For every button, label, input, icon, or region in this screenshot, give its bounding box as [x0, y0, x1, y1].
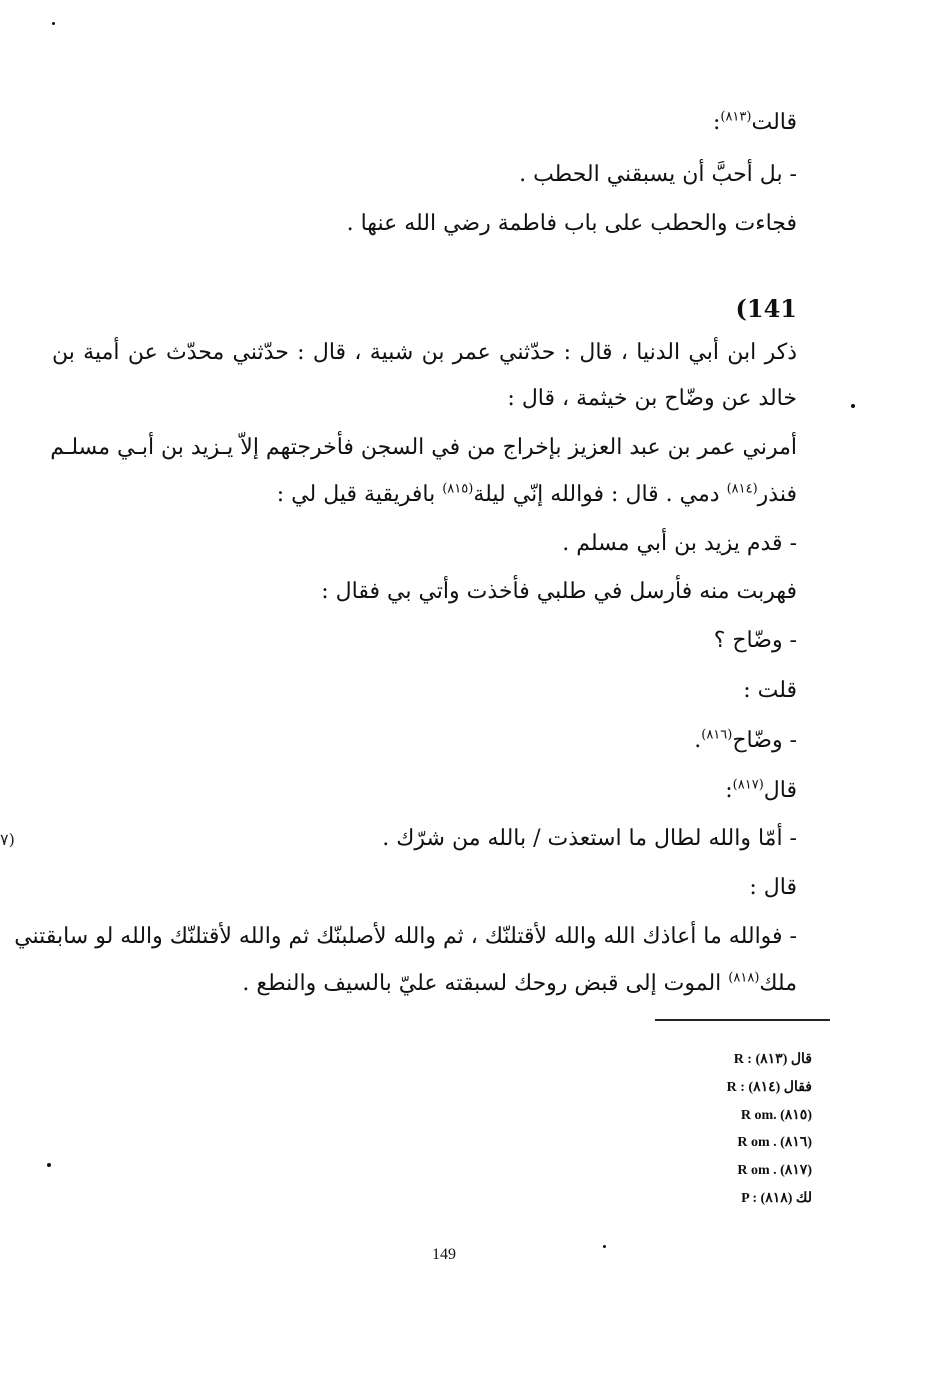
text-segment: :	[712, 110, 721, 135]
footnote-ref[interactable]: (٨١٤)	[726, 481, 758, 497]
text-segment: :	[725, 778, 733, 803]
text-segment: قالت	[751, 110, 797, 135]
text-segment: الموت إلى قبض روحك لسبقته عليّ بالسيف والنطع .	[242, 971, 729, 996]
speaker-line	[713, 108, 797, 138]
footnote-ref[interactable]: (٨١٨)	[728, 970, 760, 986]
text-line: - أمّا والله لطال ما استعذت / بالله من شرّك .	[382, 826, 797, 851]
text-line: - وضّاح ؟	[713, 628, 797, 653]
text-line: - فوالله ما أعاذك الله والله لأقتلنّك ، ثم والله لأصلبنّك ثم والله لأقتلنّك والله لو سابقتني	[14, 924, 797, 949]
footnote-ref[interactable]: (٨١٥)	[442, 481, 474, 497]
footnote: R om. (٨١٥)	[740, 1108, 812, 1123]
text-segment: ملك	[759, 971, 797, 996]
footnote: R : فقال (٨١٤)	[726, 1080, 812, 1095]
scan-speck	[851, 404, 855, 408]
footnote-separator	[655, 1019, 830, 1021]
text-line	[694, 726, 797, 756]
footnote: P : لك (٨١٨)	[741, 1191, 812, 1206]
footnote-ref[interactable]: (٨١٣)	[720, 109, 752, 125]
text-line: - قدم يزيد بن أبي مسلم .	[562, 531, 797, 556]
text-segment: قال	[763, 778, 797, 803]
text-line: ذكر ابن أبي الدنيا ، قال : حدّثني عمر بن شبية ، قال : حدّثني محدّث عن أمية بن	[52, 340, 797, 365]
text-segment: بافريقية قيل لي :	[276, 482, 443, 507]
scan-speck	[603, 1245, 606, 1248]
text-segment: - وضّاح	[732, 728, 797, 753]
text-segment: دمي . قال : فوالله إنّي ليلة	[473, 482, 727, 507]
item-number: (141	[735, 294, 797, 323]
text-line: فجاءت والحطب على باب فاطمة رضي الله عنها .	[346, 211, 797, 236]
text-line	[277, 480, 797, 510]
text-line	[242, 969, 797, 999]
page-number: 149	[432, 1246, 456, 1263]
footnote-ref[interactable]: (٨١٧)	[732, 777, 764, 793]
footnote: R om . (٨١٦)	[737, 1135, 812, 1150]
text-segment: .	[694, 728, 702, 753]
text-line: - بل أحبَّ أن يسبقني الحطب .	[519, 162, 797, 187]
margin-folio-mark: ٧)	[0, 830, 15, 849]
speaker-line	[725, 776, 797, 806]
text-line: أمرني عمر بن عبد العزيز بإخراج من في السجن فأخرجتهم إلاّ يـزيد بن أبـي مسلـم	[50, 435, 797, 460]
text-line: قلت :	[743, 678, 797, 703]
footnote: R : قال (٨١٣)	[733, 1052, 812, 1067]
text-line: خالد عن وضّاح بن خيثمة ، قال :	[507, 386, 797, 411]
scan-speck	[47, 1163, 51, 1167]
text-segment: فنذر	[757, 482, 797, 507]
scan-speck	[52, 22, 55, 25]
footnote: R om . (٨١٧)	[737, 1163, 812, 1178]
footnote-ref[interactable]: (٨١٦)	[701, 727, 733, 743]
text-line: فهربت منه فأرسل في طلبي فأخذت وأتي بي فقال :	[321, 579, 797, 604]
text-line: قال :	[749, 875, 797, 900]
